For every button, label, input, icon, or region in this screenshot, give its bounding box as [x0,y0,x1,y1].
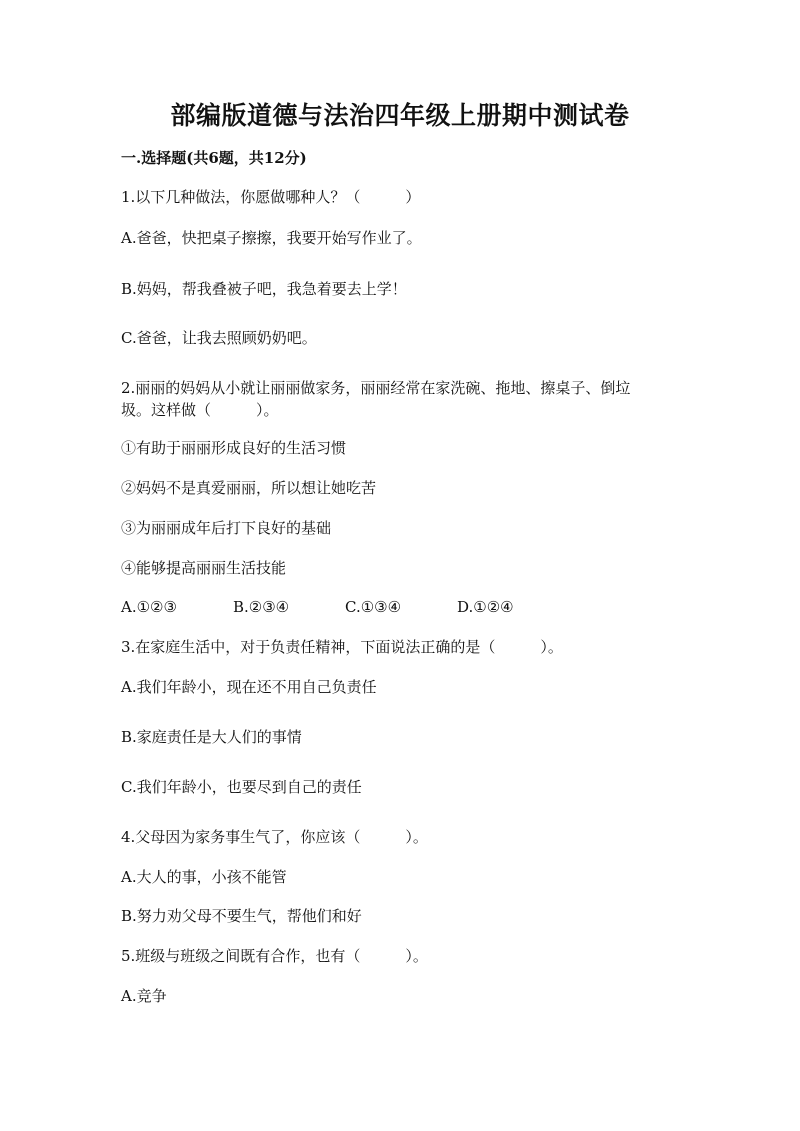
question-2-statement-2: ②妈妈不是真爱丽丽，所以想让她吃苦 [121,479,377,497]
question-4-stem: 4.父母因为家务事生气了，你应该（ ）。 [121,828,428,846]
question-1-stem: 1.以下几种做法，你愿做哪种人？（ ） [121,188,421,206]
question-2-option-c: C.①③④ [345,598,402,616]
question-2-statement-3: ③为丽丽成年后打下良好的基础 [121,519,332,537]
section-heading: 一.选择题(共6题，共12分) [121,149,307,167]
question-3-option-a: A.我们年龄小，现在还不用自己负责任 [121,678,377,696]
question-1-option-a: A.爸爸，快把桌子擦擦，我要开始写作业了。 [121,229,422,247]
question-2-option-a: A.①②③ [121,598,177,616]
question-3-option-c: C.我们年龄小，也要尽到自己的责任 [121,778,362,796]
question-3-stem: 3.在家庭生活中，对于负责任精神，下面说法正确的是（ ）。 [121,638,563,656]
question-5-option-a: A.竞争 [121,987,167,1005]
question-2-statement-4: ④能够提高丽丽生活技能 [121,559,287,577]
question-5-stem: 5.班级与班级之间既有合作，也有（ ）。 [121,947,428,965]
question-1-option-b: B.妈妈，帮我叠被子吧，我急着要去上学！ [121,280,407,298]
question-3-option-b: B.家庭责任是大人们的事情 [121,728,302,746]
question-2-statement-1: ①有助于丽丽形成良好的生活习惯 [121,439,347,457]
question-2-stem-line-1: 2.丽丽的妈妈从小就让丽丽做家务，丽丽经常在家洗碗、拖地、擦桌子、倒垃 [121,379,631,397]
question-4-option-a: A.大人的事，小孩不能管 [121,868,287,886]
page-title: 部编版道德与法治四年级上册期中测试卷 [170,101,630,130]
question-2-option-b: B.②③④ [233,598,290,616]
question-2-option-d: D.①②④ [457,598,514,616]
question-4-option-b: B.努力劝父母不要生气，帮他们和好 [121,907,362,925]
question-2-stem-line-2: 圾。这样做（ ）。 [121,401,279,419]
question-1-option-c: C.爸爸，让我去照顾奶奶吧。 [121,329,317,347]
